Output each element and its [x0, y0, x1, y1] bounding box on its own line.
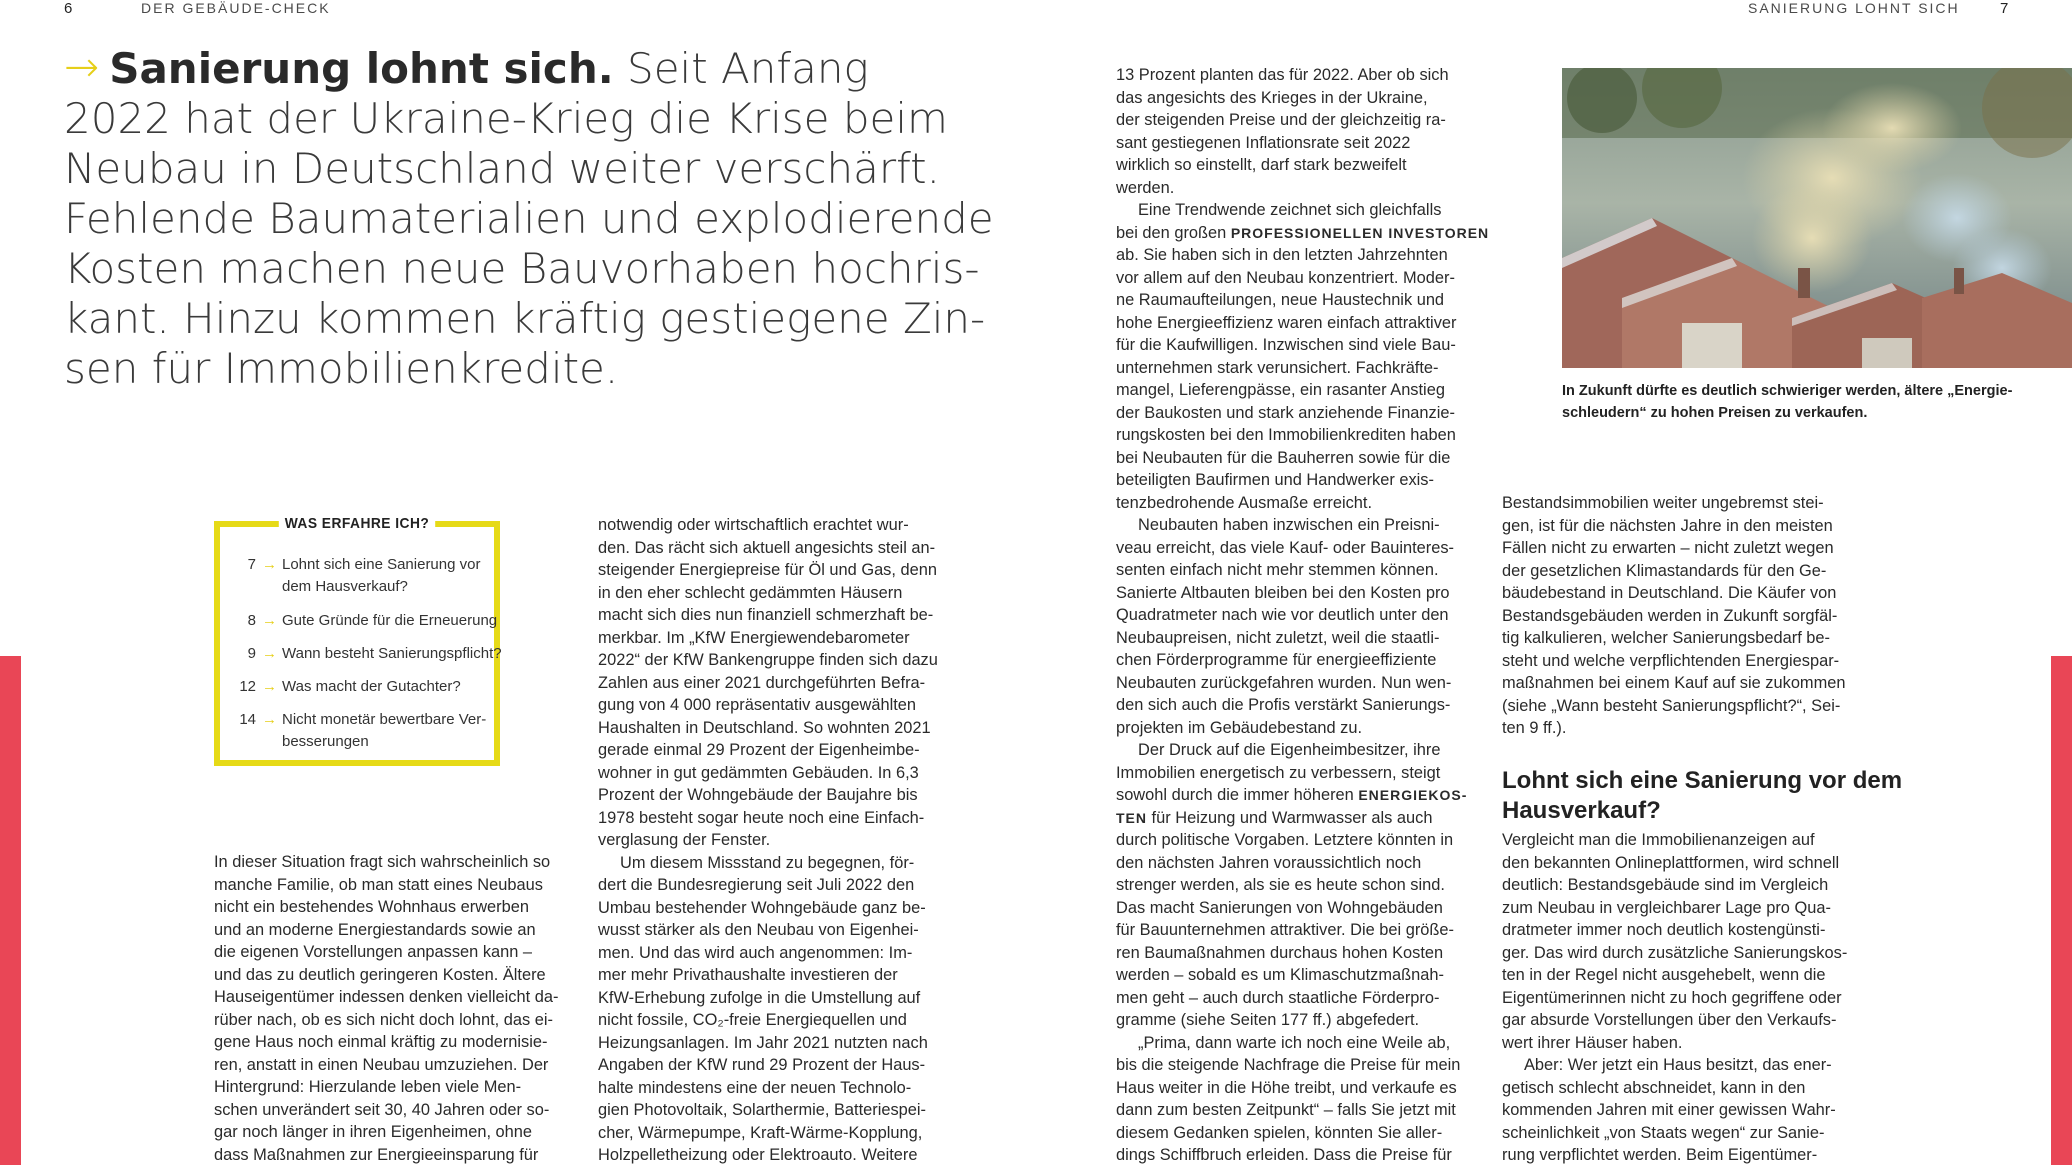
text-run: vor allem auf den Neubau konzentriert. Moder-	[1116, 268, 1455, 287]
text-line	[1502, 537, 1882, 560]
text-run: sant gestiegenen Inflationsrate seit 2022	[1116, 133, 1411, 152]
text-line: ren, anstatt in einen Neubau umzuziehen. Der	[214, 1055, 549, 1074]
text-line	[1116, 222, 1496, 245]
text-run: den nächsten Jahren voraussichtlich noch	[1116, 853, 1422, 872]
lead-paragraph	[64, 42, 994, 394]
text-line	[1116, 1032, 1496, 1055]
text-line	[598, 1009, 968, 1032]
text-line	[1116, 1144, 1496, 1167]
text-line	[598, 649, 968, 672]
toc-page-number: 12	[239, 678, 256, 695]
toc-item-text	[282, 676, 487, 698]
text-line	[1116, 964, 1496, 987]
toc-item-line: Lohnt sich eine Sanierung vor	[282, 556, 481, 573]
text-line	[1502, 1144, 1882, 1167]
text-line: und an moderne Energiestandards sowie an	[214, 920, 536, 939]
text-run: steigender Energiepreise für Öl und Gas, denn	[598, 561, 937, 579]
text-run: dings Schiffbruch erleiden. Dass die Preise für	[1116, 1146, 1452, 1164]
text-run: ren Baumaßnahmen durchaus hohen Kosten	[1116, 943, 1444, 962]
text-line: und das zu deutlich geringeren Kosten. Ältere	[214, 965, 546, 984]
arrow-right-icon: →	[64, 42, 100, 91]
text-line	[1116, 987, 1496, 1010]
text-run: durch politische Vorgaben. Letztere könnten in	[1116, 831, 1454, 849]
text-line: gene Haus noch einmal kräftig zu modernisie-	[214, 1033, 548, 1051]
text-run: Haus weiter in die Höhe treibt, und verkaufe es	[1116, 1078, 1457, 1097]
text-run: für Bauunternehmen attraktiver. Die bei größe-	[1116, 921, 1455, 939]
lead-line: Kosten machen neue Bauvorhaben hochris-	[64, 244, 980, 293]
lead-line: Seit Anfang	[627, 44, 869, 93]
arrow-right-icon: →	[262, 678, 277, 695]
text-line	[1116, 717, 1496, 740]
text-run: den bekannten Onlineplattformen, wird schnell	[1502, 853, 1840, 872]
body-column-2	[598, 514, 968, 1167]
section-heading	[1502, 766, 1902, 826]
text-run: dratmeter immer noch deutlich kostengünsti-	[1502, 921, 1826, 939]
text-run: rungskosten bei den Immobilienkrediten haben	[1116, 426, 1456, 444]
text-line	[1502, 1122, 1882, 1145]
text-run: sowohl durch die immer höheren	[1116, 786, 1359, 804]
text-run: verglasung der Fenster.	[598, 831, 771, 849]
text-run: ab. Sie haben sich in den letzten Jahrzehnten	[1116, 246, 1448, 264]
lead-line: kant. Hinzu kommen kräftig gestiegene Zin-	[64, 294, 986, 343]
text-run: chen Förderprogramme für energieeffiziente	[1116, 651, 1437, 669]
text-run: Eine Trendwende zeichnet sich gleichfalls	[1138, 201, 1442, 219]
text-line	[598, 919, 968, 942]
text-line	[1116, 424, 1496, 447]
text-line	[598, 784, 968, 807]
text-line	[1116, 492, 1496, 515]
text-line	[1502, 605, 1882, 628]
text-run: men. Und das wird auch angenommen: Im-	[598, 943, 913, 962]
toc-item-line: Was macht der Gutachter?	[282, 678, 461, 695]
arrow-right-icon: →	[262, 556, 277, 573]
text-line	[598, 717, 968, 740]
lead-title: Sanierung lohnt sich.	[109, 44, 614, 93]
heading-line: Lohnt sich eine Sanierung vor dem	[1502, 767, 1903, 794]
text-run: gen, ist für die nächsten Jahre in den meisten	[1502, 516, 1833, 535]
text-run: strenger werden, als sie es heute schon sind.	[1116, 876, 1445, 894]
text-line	[1502, 627, 1882, 650]
text-line	[1502, 717, 1882, 740]
text-line	[1502, 919, 1882, 942]
text-run: ger. Das wird durch zusätzliche Sanierungskos-	[1502, 943, 1848, 962]
text-run: Immobilien energetisch zu verbessern, steigt	[1116, 763, 1441, 782]
text-line	[598, 537, 968, 560]
text-run: gung von 4 000 repräsentativ ausgewählten	[598, 696, 917, 714]
toc-item-text	[282, 610, 498, 632]
text-line	[1116, 784, 1496, 807]
text-line: Hauseigentümer indessen denken vielleicht da-	[214, 988, 559, 1006]
text-run: 2022“ der KfW Bankengruppe finden sich dazu	[598, 651, 938, 669]
text-run: Aber: Wer jetzt ein Haus besitzt, das ener-	[1524, 1056, 1832, 1074]
text-line	[1116, 672, 1496, 695]
text-line	[1116, 469, 1496, 492]
text-line	[598, 964, 968, 987]
toc-item-line: besserungen	[282, 733, 369, 750]
text-line: manche Familie, ob man statt eines Neubaus	[214, 875, 543, 894]
left-edge-bar	[0, 656, 21, 1165]
text-line	[1116, 807, 1496, 830]
text-line: In dieser Situation fragt sich wahrscheinlich so	[214, 853, 551, 871]
text-run: Haushalten in Deutschland. So wohnten 2021	[598, 718, 931, 737]
toc-box	[214, 515, 502, 766]
text-line	[1116, 87, 1496, 110]
text-line	[598, 672, 968, 695]
text-line	[598, 1077, 968, 1100]
text-line	[1502, 897, 1882, 920]
text-run: steht und welche verpflichtenden Energiespar-	[1502, 651, 1840, 670]
text-line	[598, 604, 968, 627]
text-run: Zahlen aus einer 2021 durchgeführten Befra-	[598, 673, 926, 692]
text-run: tenzbedrohende Ausmaße erreicht.	[1116, 493, 1373, 512]
text-line	[1116, 852, 1496, 875]
text-line	[598, 1144, 968, 1167]
text-run: merkbar. Im „KfW Energiewendebarometer	[598, 628, 910, 647]
arrow-right-icon: →	[262, 711, 277, 728]
toc-item-text	[282, 643, 502, 665]
text-run: Der Druck auf die Eigenheimbesitzer, ihre	[1138, 741, 1441, 759]
text-line	[598, 559, 968, 582]
text-run: Prozent der Wohngebäude der Baujahre bis	[598, 786, 918, 804]
text-run: zum Neubau in vergleichbarer Lage pro Qua-	[1502, 898, 1831, 917]
text-run: für Heizung und Warmwasser als auch	[1147, 808, 1433, 827]
text-line	[598, 1122, 968, 1145]
text-line	[1502, 672, 1882, 695]
text-run: wusst stärker als den Neubau von Eigenhei-	[598, 921, 919, 939]
text-line	[1116, 177, 1496, 200]
text-run: deutlich: Bestandsgebäude sind im Vergleich	[1502, 876, 1829, 894]
text-line	[1116, 267, 1496, 290]
text-line	[1502, 695, 1882, 718]
text-line	[1502, 1054, 1882, 1077]
text-line	[1116, 1099, 1496, 1122]
text-line	[1116, 762, 1496, 785]
toc-item-line: dem Hausverkauf?	[282, 578, 408, 595]
text-run: notwendig oder wirtschaftlich erachtet wur-	[598, 516, 909, 534]
right-running-head: SANIERUNG LOHNT SICH	[1748, 0, 1960, 16]
text-run: 1978 besteht sogar heute noch eine Einfach-	[598, 808, 925, 827]
text-run: beteiligten Baufirmen und Handwerker exis-	[1116, 471, 1434, 489]
text-line	[1116, 874, 1496, 897]
text-run: Angaben der KfW rund 29 Prozent der Haus-	[598, 1056, 926, 1074]
text-line	[1502, 492, 1882, 515]
text-run: nicht fossile, CO₂-freie Energiequellen und	[598, 1011, 907, 1029]
left-page-number: 6	[64, 0, 73, 17]
text-line	[1116, 829, 1496, 852]
toc-page-number: 8	[247, 612, 256, 629]
toc-item-text	[282, 554, 487, 598]
text-run: diesem Gedanken spielen, könnten Sie aller-	[1116, 1123, 1443, 1142]
text-run: werden.	[1116, 178, 1175, 197]
caption-line: In Zukunft dürfte es deutlich schwieriger werden, ältere „Energie-	[1562, 383, 2013, 399]
text-run: in den eher schlecht gedämmten Häusern	[598, 583, 903, 602]
text-line	[1502, 515, 1882, 538]
text-run: wohner in gut gedämmten Gebäuden. In 6,3	[598, 763, 919, 782]
arrow-right-icon: →	[262, 645, 277, 662]
text-run: Um diesem Missstand zu begegnen, för-	[620, 853, 915, 872]
text-run: werden – sobald es um Klimaschutzmaßnah-	[1116, 966, 1444, 984]
text-run: tig kalkulieren, welcher Sanierungsbedarf be-	[1502, 629, 1830, 647]
photo-caption	[1562, 380, 2012, 424]
body-column-4a	[1502, 492, 1882, 740]
text-line	[1116, 109, 1496, 132]
text-line	[598, 829, 968, 852]
text-line	[1116, 537, 1496, 560]
text-run: projekten im Gebäudebestand zu.	[1116, 718, 1363, 737]
text-line	[1116, 582, 1496, 605]
text-line	[1116, 357, 1496, 380]
text-run: Bestandsimmobilien weiter ungebremst stei-	[1502, 494, 1824, 512]
text-run: Quadratmeter nach wie vor deutlich unter den	[1116, 606, 1449, 624]
text-line	[1116, 559, 1496, 582]
text-run: wirklich so einstellt, darf stark bezweifelt	[1116, 156, 1407, 174]
text-line	[1116, 199, 1496, 222]
text-run: den sich auch die Profis verstärkt Sanierungs-	[1116, 696, 1451, 714]
text-run: kommenden Jahren mit einer gewissen Wahr-	[1502, 1101, 1836, 1119]
text-run: das angesichts des Krieges in der Ukraine,	[1116, 88, 1428, 107]
text-run: wert ihrer Häuser haben.	[1502, 1033, 1683, 1052]
text-run: der Baukosten und stark anziehende Finanzie-	[1116, 403, 1455, 422]
text-line	[1502, 874, 1882, 897]
text-line	[1116, 649, 1496, 672]
right-edge-bar	[2051, 656, 2072, 1165]
toc-page-number: 7	[247, 556, 256, 573]
text-run: dert die Bundesregierung seit Juli 2022 den	[598, 876, 915, 894]
text-run: (siehe „Wann besteht Sanierungspflicht?“, Sei-	[1502, 696, 1841, 715]
left-running-head: DER GEBÄUDE-CHECK	[141, 0, 331, 16]
toc-page-number: 9	[247, 645, 256, 662]
photo-illustration	[1562, 68, 2072, 368]
text-run: men geht – auch durch staatliche Förderpro-	[1116, 988, 1440, 1007]
lead-line: sen für Immobilienkredite.	[64, 344, 619, 393]
text-line	[1116, 64, 1496, 87]
text-run: bei Neubauten für die Bauherren sowie für die	[1116, 448, 1451, 467]
photo-smoking-chimneys	[1562, 68, 2072, 368]
right-page-number: 7	[2000, 0, 2009, 17]
lead-line: Fehlende Baumaterialien und explodierende	[64, 194, 994, 243]
text-line	[598, 897, 968, 920]
text-run: ten 9 ff.).	[1502, 719, 1567, 737]
text-run: rung verpflichtet werden. Beim Eigentümer-	[1502, 1146, 1818, 1164]
text-line	[1116, 402, 1496, 425]
text-line	[598, 582, 968, 605]
text-line	[598, 694, 968, 717]
text-line	[1116, 739, 1496, 762]
text-line	[598, 874, 968, 897]
toc-item-line: Wann besteht Sanierungspflicht?	[282, 645, 502, 662]
text-run: macht sich dies nun finanziell schmerzhaft be-	[598, 606, 934, 624]
text-line	[1116, 919, 1496, 942]
emphasis-term: PROFESSIONELLEN INVESTOREN	[1230, 224, 1490, 241]
text-line	[598, 514, 968, 537]
text-run: gar absurde Vorstellungen über den Verkaufs-	[1502, 1011, 1837, 1029]
text-run: maßnahmen bei einem Kauf auf sie zukommen	[1502, 674, 1846, 692]
text-run: halte mindestens eine der neuen Technolo-	[598, 1078, 912, 1097]
text-line	[1116, 604, 1496, 627]
text-line	[1502, 987, 1882, 1010]
text-line	[1502, 1099, 1882, 1122]
caption-line: schleudern“ zu hohen Preisen zu verkaufen.	[1562, 405, 1868, 421]
text-line	[1116, 132, 1496, 155]
text-line	[1502, 582, 1882, 605]
text-run: Umbau bestehender Wohngebäude ganz be-	[598, 898, 926, 917]
text-line	[1116, 447, 1496, 470]
text-run: Das macht Sanierungen von Wohngebäuden	[1116, 898, 1443, 917]
text-run: Fällen nicht zu erwarten – nicht zuletzt wegen	[1502, 539, 1834, 557]
text-line	[1502, 1032, 1882, 1055]
text-line	[1116, 1122, 1496, 1145]
text-run: scheinlichkeit „von Staats wegen“ zur Sanie-	[1502, 1123, 1825, 1142]
text-run: Eigentümerinnen nicht zu hoch gegriffene oder	[1502, 988, 1842, 1007]
text-run: bei den großen	[1116, 223, 1231, 242]
text-line	[598, 627, 968, 650]
text-line	[598, 852, 968, 875]
text-line: gar noch länger in ihren Eigenheimen, ohne	[214, 1123, 533, 1141]
text-run: der gesetzlichen Klimastandards für den Ge-	[1502, 561, 1827, 580]
text-line	[1116, 627, 1496, 650]
text-run: bis die steigende Nachfrage die Preise für mein	[1116, 1056, 1461, 1074]
toc-item-line: Gute Gründe für die Erneuerung	[282, 612, 498, 629]
text-line	[598, 1054, 968, 1077]
text-run: 13 Prozent planten das für 2022. Aber ob sich	[1116, 66, 1449, 84]
text-run: Holzpelletheizung oder Elektroauto. Weitere	[598, 1146, 918, 1164]
text-run: ten in der Regel nicht ausgehebelt, wenn die	[1502, 966, 1826, 984]
text-line	[1116, 897, 1496, 920]
emphasis-term: TEN	[1116, 809, 1147, 826]
text-line	[1116, 379, 1496, 402]
text-run: dann zum besten Zeitpunkt“ – falls Sie jetzt mit	[1116, 1101, 1456, 1119]
text-line	[598, 807, 968, 830]
text-line: die eigenen Vorstellungen anpassen kann –	[214, 943, 533, 961]
text-line	[1116, 1009, 1496, 1032]
arrow-right-icon: →	[262, 612, 277, 629]
text-line: Hintergrund: Hierzulande leben viele Men-	[214, 1078, 522, 1096]
text-run: gramme (siehe Seiten 177 ff.) abgefedert.	[1116, 1011, 1420, 1029]
toc-item-line: Nicht monetär bewertbare Ver-	[282, 711, 487, 728]
text-line	[1116, 1054, 1496, 1077]
text-run: Neubauten haben inzwischen ein Preisni-	[1138, 516, 1440, 534]
text-run: cher, Wärmepumpe, Kraft-Wärme-Kopplung,	[598, 1123, 923, 1142]
text-line	[1116, 312, 1496, 335]
text-line	[598, 987, 968, 1010]
lead-line: 2022 hat der Ukraine-Krieg die Krise beim	[64, 94, 948, 143]
text-line	[1116, 694, 1496, 717]
body-column-1	[214, 851, 584, 1166]
text-run: Vergleicht man die Immobilienanzeigen auf	[1502, 831, 1815, 849]
text-line: rüber nach, ob es sich nicht doch lohnt, das ei-	[214, 1010, 553, 1029]
text-run: Heizungsanlagen. Im Jahr 2021 nutzten nach	[598, 1033, 928, 1052]
text-line: nicht ein bestehendes Wohnhaus erwerben	[214, 898, 529, 916]
text-line: dass Maßnahmen zur Energieeinsparung für	[214, 1145, 539, 1164]
text-run: unternehmen stark verunsichert. Fachkräfte-	[1116, 358, 1439, 377]
text-run: hohe Energieeffizienz waren einfach attraktiver	[1116, 313, 1457, 332]
text-run: veau erreicht, das viele Kauf- oder Bauinteres-	[1116, 538, 1455, 557]
text-run: mer mehr Privathaushalte investieren der	[598, 966, 898, 984]
emphasis-term: ENERGIEKOS-	[1358, 787, 1468, 803]
text-line	[598, 739, 968, 762]
toc-title: WAS ERFAHRE ICH?	[279, 515, 435, 532]
text-line	[1116, 1077, 1496, 1100]
toc-item-text	[282, 709, 487, 753]
text-run: für die Kaufwilligen. Inzwischen sind viele Bau-	[1116, 336, 1456, 354]
text-run: der steigenden Preise und der gleichzeitig ra-	[1116, 111, 1446, 129]
heading-line: Hausverkauf?	[1502, 797, 1661, 824]
text-line	[598, 762, 968, 785]
text-line	[1116, 289, 1496, 312]
text-line	[598, 942, 968, 965]
text-run: KfW-Erhebung zufolge in die Umstellung auf	[598, 988, 921, 1007]
text-run: mangel, Lieferengpässe, ein rasanter Anstieg	[1116, 381, 1445, 399]
text-line	[1116, 154, 1496, 177]
text-line	[1502, 560, 1882, 583]
text-run: „Prima, dann warte ich noch eine Weile ab,	[1138, 1033, 1451, 1052]
text-line	[1116, 334, 1496, 357]
text-run: Neubauten zurückgefahren wurden. Nun wen-	[1116, 673, 1452, 692]
text-run: getisch schlecht abschneidet, kann in den	[1502, 1078, 1806, 1097]
text-run: bäudebestand in Deutschland. Die Käufer von	[1502, 584, 1837, 602]
toc-page-number: 14	[239, 711, 256, 728]
text-line	[1502, 964, 1882, 987]
text-line: schen unverändert seit 30, 40 Jahren oder so-	[214, 1100, 550, 1119]
text-line	[1502, 942, 1882, 965]
text-run: gerade einmal 29 Prozent der Eigenheimbe-	[598, 741, 920, 759]
text-line	[598, 1032, 968, 1055]
text-run: senten einfach nicht mehr stemmen können.	[1116, 561, 1439, 579]
text-run: gien Photovoltaik, Solarthermie, Batteriespei-	[598, 1101, 926, 1119]
text-line	[1116, 244, 1496, 267]
text-line	[1502, 829, 1882, 852]
text-run: ne Raumaufteilungen, neue Haustechnik und	[1116, 291, 1445, 309]
text-line	[1502, 1009, 1882, 1032]
text-run: Neubaupreisen, nicht zuletzt, weil die staatli-	[1116, 628, 1440, 647]
text-line	[1116, 514, 1496, 537]
text-run: den. Das rächt sich aktuell angesichts steil an-	[598, 538, 936, 557]
text-line	[598, 1099, 968, 1122]
text-line	[1502, 650, 1882, 673]
text-run: Bestandsgebäuden werden in Zukunft sorgfäl-	[1502, 606, 1838, 625]
lead-line: Neubau in Deutschland weiter verschärft.	[64, 144, 940, 193]
text-line	[1502, 1077, 1882, 1100]
body-column-4b	[1502, 829, 1882, 1167]
text-run: Sanierte Altbauten bleiben bei den Kosten pro	[1116, 583, 1450, 602]
text-line	[1502, 852, 1882, 875]
text-line	[1116, 942, 1496, 965]
body-column-3	[1116, 64, 1496, 1167]
